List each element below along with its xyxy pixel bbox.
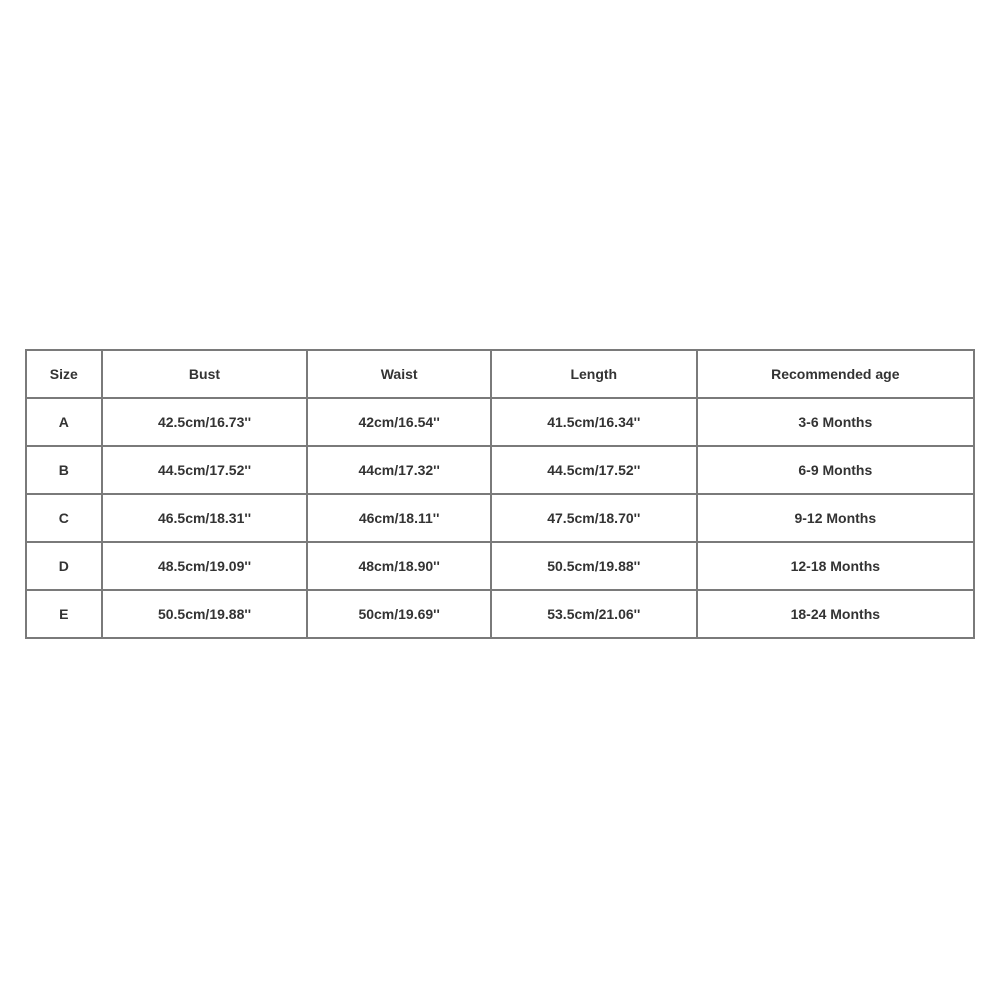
cell-length: 53.5cm/21.06'': [491, 590, 697, 638]
cell-waist: 46cm/18.11'': [307, 494, 491, 542]
cell-age: 12-18 Months: [697, 542, 974, 590]
cell-age: 18-24 Months: [697, 590, 974, 638]
cell-bust: 50.5cm/19.88'': [102, 590, 308, 638]
cell-length: 41.5cm/16.34'': [491, 398, 697, 446]
table-row: [26, 542, 974, 590]
cell-bust: 46.5cm/18.31'': [102, 494, 308, 542]
header-recommended-age: Recommended age: [697, 350, 974, 398]
cell-age: 3-6 Months: [697, 398, 974, 446]
header-waist: Waist: [307, 350, 491, 398]
size-chart-table: [25, 349, 975, 639]
cell-size: D: [26, 542, 102, 590]
cell-bust: 48.5cm/19.09'': [102, 542, 308, 590]
cell-size: E: [26, 590, 102, 638]
cell-waist: 48cm/18.90'': [307, 542, 491, 590]
cell-waist: 50cm/19.69'': [307, 590, 491, 638]
table-row: [26, 398, 974, 446]
header-bust: Bust: [102, 350, 308, 398]
table-row: [26, 494, 974, 542]
cell-length: 44.5cm/17.52'': [491, 446, 697, 494]
table-row: [26, 446, 974, 494]
cell-waist: 42cm/16.54'': [307, 398, 491, 446]
header-size: Size: [26, 350, 102, 398]
table-row: [26, 590, 974, 638]
cell-length: 50.5cm/19.88'': [491, 542, 697, 590]
cell-size: A: [26, 398, 102, 446]
cell-size: B: [26, 446, 102, 494]
header-length: Length: [491, 350, 697, 398]
cell-bust: 44.5cm/17.52'': [102, 446, 308, 494]
cell-bust: 42.5cm/16.73'': [102, 398, 308, 446]
header-row: [26, 350, 974, 398]
cell-size: C: [26, 494, 102, 542]
cell-waist: 44cm/17.32'': [307, 446, 491, 494]
cell-age: 6-9 Months: [697, 446, 974, 494]
cell-age: 9-12 Months: [697, 494, 974, 542]
cell-length: 47.5cm/18.70'': [491, 494, 697, 542]
